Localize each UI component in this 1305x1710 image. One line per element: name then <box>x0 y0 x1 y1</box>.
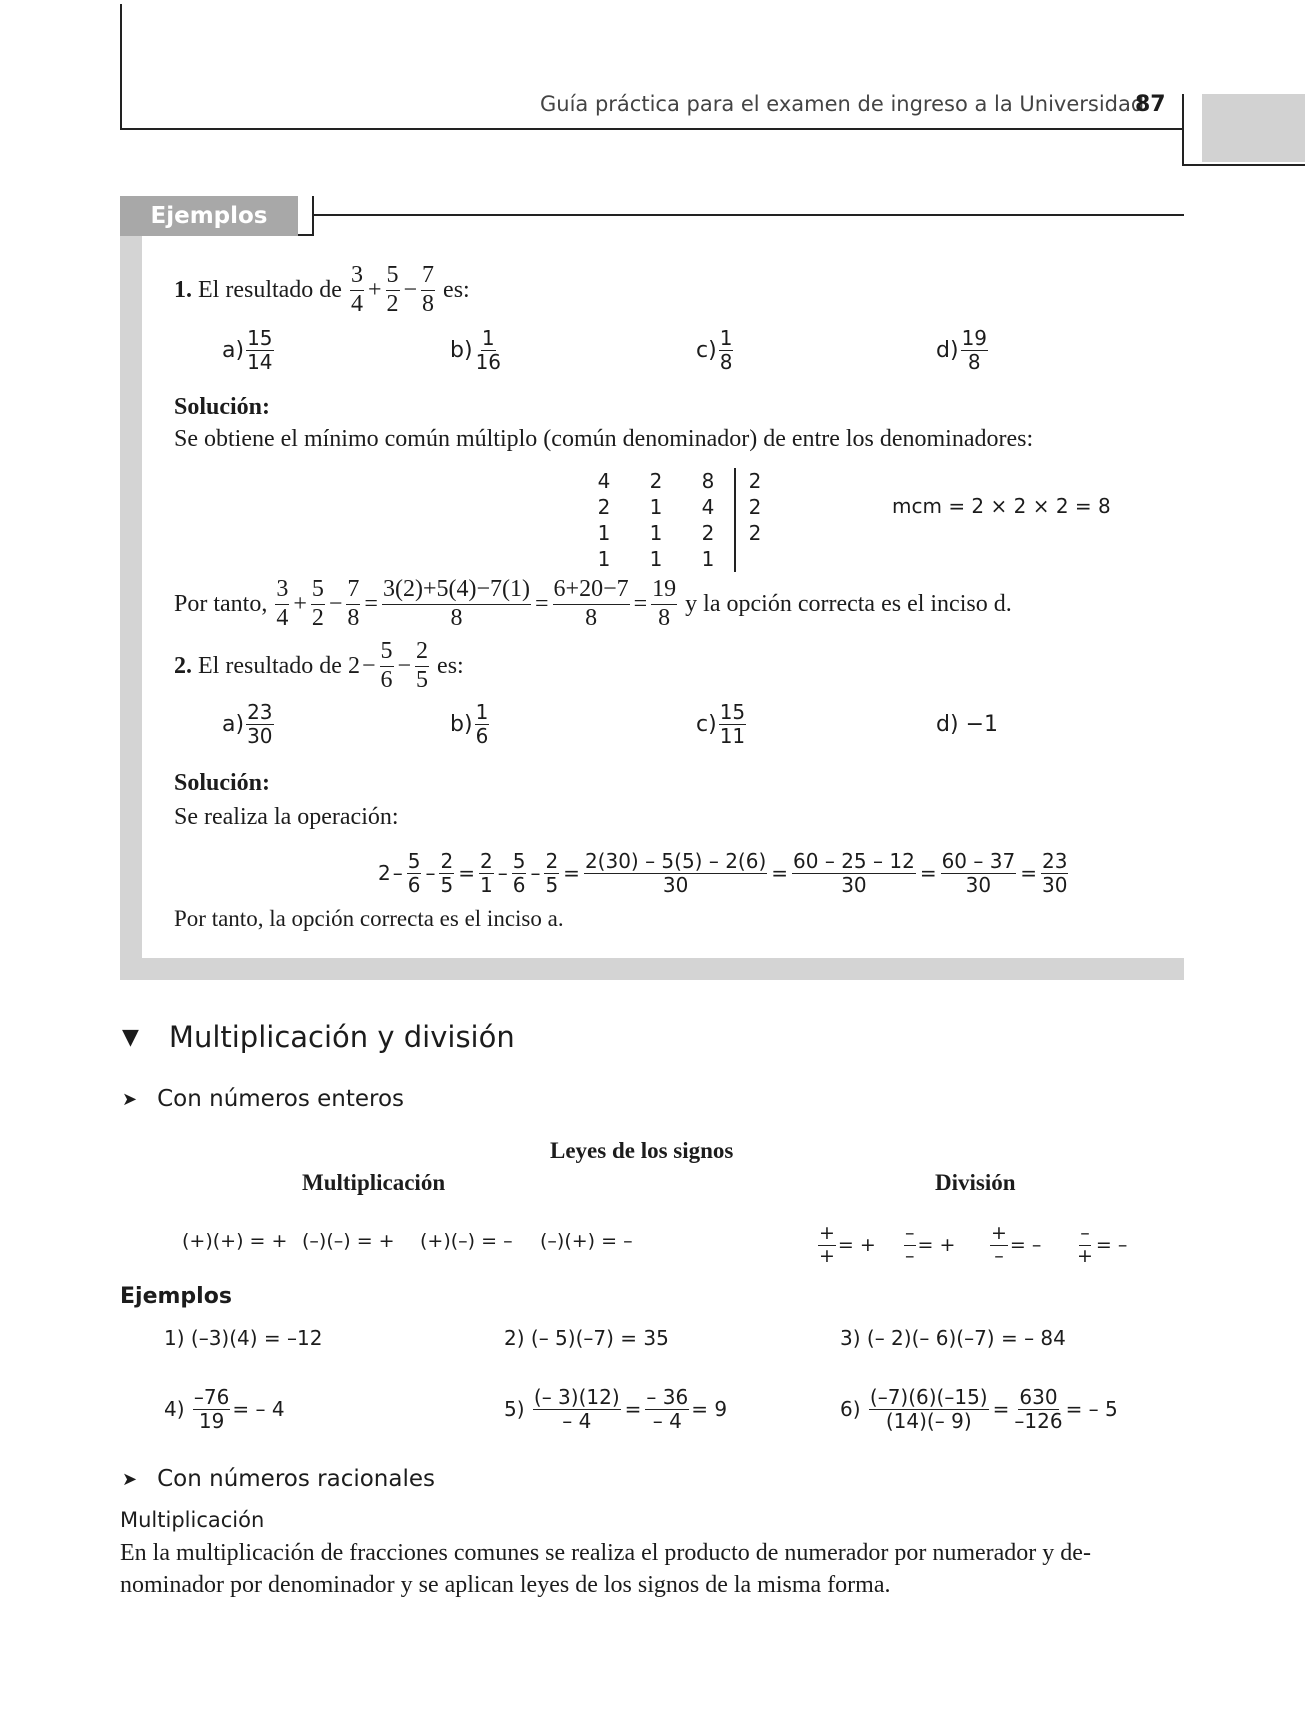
div-rule-4: $\frac{-}{+}$ = – <box>1077 1221 1128 1267</box>
header-left-rule <box>120 4 122 130</box>
examples-top-rule <box>312 214 1184 216</box>
ex1-option-c: c) $\frac{1}{8}$ <box>696 325 733 374</box>
examples-tab-bracket-bottom <box>298 234 314 236</box>
ex1-statement: 1. El resultado de $\frac{3}{4}$ + $\frac{5}{2}$ − $\frac{7}{8}$ es: <box>174 262 470 317</box>
mult-rule-3: (+)(–) = – <box>420 1230 513 1252</box>
arrow-right-icon: ➤ <box>122 1088 138 1110</box>
div-title: División <box>935 1170 1016 1195</box>
lcm-table: 4 2 8 2 2 1 4 2 1 1 2 2 1 1 1 <box>578 468 774 572</box>
section-heading: ▼ Multiplicación y división <box>122 1020 515 1054</box>
ex2-statement: 2. El resultado de 2 − $\frac{5}{6}$ − $\frac{2}{5}$ es: <box>174 638 464 693</box>
subsection-enteros: ➤ Con números enteros <box>122 1086 405 1112</box>
ex2-option-b: b) $\frac{1}{6}$ <box>450 699 489 748</box>
mult-rule-1: (+)(+) = + <box>182 1230 288 1252</box>
ex2-option-d: d) −1 <box>936 711 998 737</box>
mult-rule-4: (–)(+) = – <box>540 1230 633 1252</box>
lcm-result: mcm = 2 × 2 × 2 = 8 <box>892 494 1111 518</box>
header-bottom-rule <box>120 128 1182 130</box>
page-tab <box>1202 94 1305 162</box>
example-4: 4) $\frac{-76}{19}$ = – 4 <box>164 1384 285 1433</box>
ex2-option-a: a) $\frac{23}{30}$ <box>222 699 273 748</box>
ex1-option-b: b) $\frac{1}{16}$ <box>450 325 502 374</box>
ex2-solution-text: Se realiza la operación: <box>174 804 399 830</box>
mult-rule-2: (–)(–) = + <box>302 1230 395 1252</box>
example-5: 5) $\frac{(- 3)(12)}{- 4}$ = $\frac{- 36}{- 4}$ = 9 <box>504 1384 728 1433</box>
ex1-conclusion: Por tanto, $\frac{3}{4}$ + $\frac{5}{2}$ − $\frac{7}{8}$ = $\frac{3(2)+5(4)-7(1)}{8}$ = $\frac{6+20-7}{8}$ = $\frac{19}{8}$ y la opción correcta es el inciso d. <box>174 576 1012 631</box>
paragraph-line-1: En la multiplicación de fracciones comunes se realiza el producto de numerador por numerador y de- <box>120 1540 1091 1566</box>
triangle-down-icon: ▼ <box>122 1024 139 1050</box>
div-rule-2: $\frac{-}{-}$ = + <box>905 1221 956 1267</box>
ex1-solution-text: Se obtiene el mínimo común múltiplo (común denominador) de entre los denominadores: <box>174 426 1034 452</box>
ex1-frac-c: $\frac{7}{8}$ <box>422 262 435 317</box>
examples-box-bottom-bar <box>120 958 1184 980</box>
examples-tab <box>120 196 298 236</box>
page-number: 87 <box>1135 92 1166 117</box>
ex1-option-a: a) $\frac{15}{14}$ <box>222 325 273 374</box>
example-1: 1) (–3)(4) = –12 <box>164 1326 323 1350</box>
ex2-conclusion: Por tanto, la opción correcta es el inciso a. <box>174 906 564 931</box>
mult-title: Multiplicación <box>302 1170 446 1195</box>
examples-box-left-bar <box>120 236 142 980</box>
ex2-option-c: c) $\frac{15}{11}$ <box>696 699 746 748</box>
example-6: 6) $\frac{(-7)(6)(-15)}{(14)(- 9)}$ = $\frac{630}{-126}$ = – 5 <box>840 1384 1118 1433</box>
paragraph-line-2: nominador por denominador y se aplican leyes de los signos de la misma forma. <box>120 1572 891 1598</box>
laws-title: Leyes de los signos <box>550 1138 734 1163</box>
ex2-operation: 2 – $\frac{5}{6}$ – $\frac{2}{5}$ = $\frac{2}{1}$ – $\frac{5}{6}$ – $\frac{2}{5}$ = $\frac{2(30) - 5(5) - 2(6)}{30}$ = $\frac{60 - 25 - 12}{30}$ = $\frac{60 - 37}{30}$ = $\frac{23}{30}$ <box>378 848 1068 897</box>
ex1-solution-label: Solución: <box>174 394 271 420</box>
ex1-option-d: d) $\frac{19}{8}$ <box>936 325 988 374</box>
ex2-solution-label: Solución: <box>174 770 271 796</box>
examples-tab-label: Ejemplos <box>150 203 268 229</box>
header-tab-rule <box>1182 164 1305 166</box>
arrow-right-icon: ➤ <box>122 1468 138 1490</box>
div-rule-1: $\frac{+}{+}$ = + <box>819 1221 876 1267</box>
examples-label: Ejemplos <box>120 1284 232 1309</box>
header-title: Guía práctica para el examen de ingreso a la Universidad <box>540 92 1145 116</box>
header-right-rule <box>1182 94 1184 166</box>
ex1-frac-b: $\frac{5}{2}$ <box>386 262 399 317</box>
subsection-racionales: ➤ Con números racionales <box>122 1466 435 1492</box>
example-2: 2) (– 5)(–7) = 35 <box>504 1326 669 1350</box>
div-rule-3: $\frac{+}{-}$ = – <box>991 1221 1042 1267</box>
ex1-frac-a: $\frac{3}{4}$ <box>350 262 363 317</box>
examples-tab-bracket <box>312 196 314 236</box>
mult-heading: Multiplicación <box>120 1508 265 1532</box>
example-3: 3) (– 2)(– 6)(–7) = – 84 <box>840 1326 1066 1350</box>
